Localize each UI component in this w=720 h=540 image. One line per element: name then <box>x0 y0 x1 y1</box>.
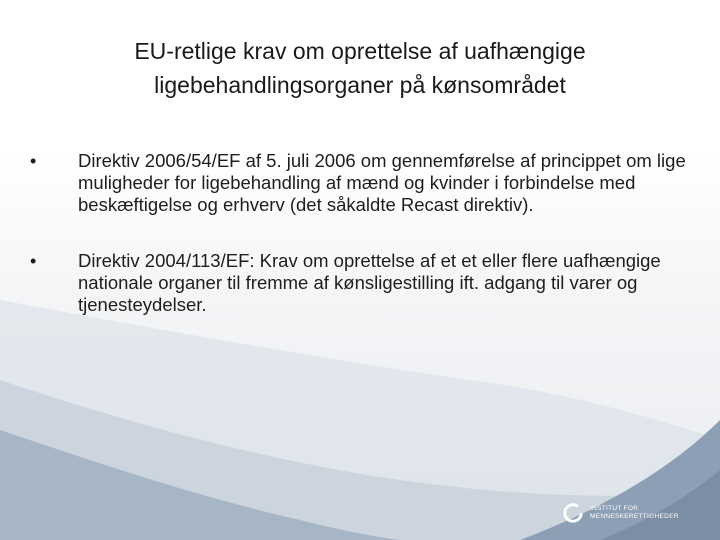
bullet-text: Direktiv 2006/54/EF af 5. juli 2006 om gennemførelse af princippet om lige muligheder for ligebehandling af mænd og kvinder i forbindelse med beskæftigelse og erhverv (det såkaldte Recast direktiv). <box>78 150 686 215</box>
title-line-1: EU-retlige krav om oprettelse af uafhængige <box>134 38 586 64</box>
logo-line-1: INSTITUT FOR <box>590 505 639 512</box>
institute-logo <box>562 502 679 524</box>
bullet-item <box>28 150 698 216</box>
institute-logo-icon <box>562 502 584 524</box>
bullet-marker: • <box>30 151 37 171</box>
bullet-list <box>28 150 698 350</box>
logo-line-2: MENNESKERETTIGHEDER <box>590 513 679 520</box>
logo-text <box>590 505 679 521</box>
title-line-2: ligebehandlingsorganer på kønsområdet <box>154 72 566 98</box>
bullet-text: Direktiv 2004/113/EF: Krav om oprettelse af et et eller flere uafhængige nationale organer til fremme af kønsligestilling ift. adgang til varer og tjenesteydelser. <box>78 250 661 315</box>
bullet-marker: • <box>30 251 37 271</box>
bullet-item <box>28 250 698 316</box>
slide-title <box>40 34 680 102</box>
